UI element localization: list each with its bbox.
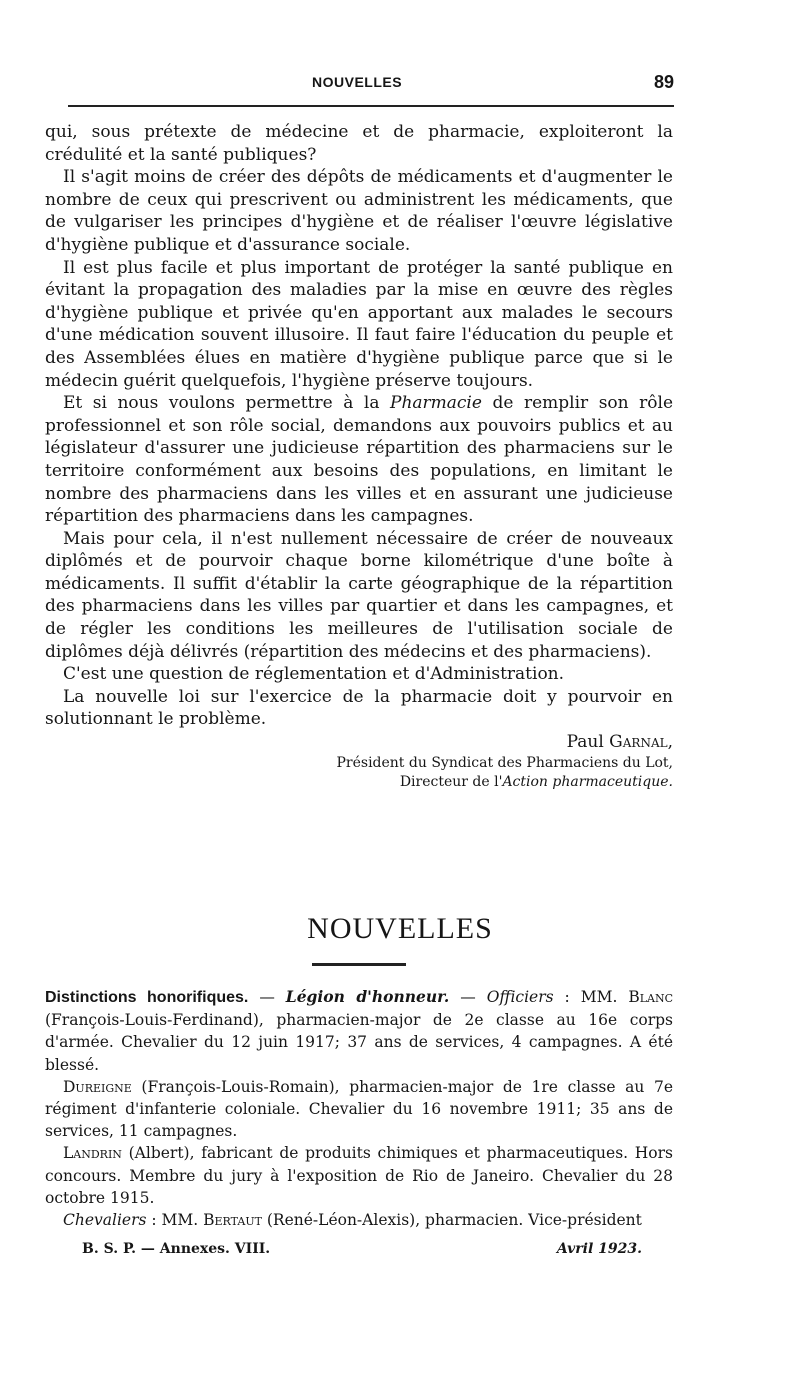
news-item <box>45 1076 673 1143</box>
person-name: Dureigne <box>63 1077 132 1096</box>
page-number: 89 <box>653 72 674 92</box>
section-title: NOUVELLES <box>307 912 493 945</box>
paragraph: C'est une question de réglementation et d'Administration. <box>63 664 565 685</box>
person-name: Landrin <box>63 1144 122 1163</box>
signature-first-name: Paul <box>566 732 604 753</box>
paragraph-text: de remplir son rôle professionnel et son rôle social, demandons aux pouvoirs publics et au législateur d'assurer une judicieuse répartition des pharmaciens sur le territoire conformément aux besoins des populations, en limitant le nombre des pharmaciens dans les villes et en assurant une judicieuse répartition des pharmaciens dans les campagnes. <box>45 393 674 527</box>
running-title: NOUVELLES <box>312 74 403 90</box>
paragraph-text: Et si nous voulons permettre à la <box>63 393 390 414</box>
news-text: (François-Louis-Romain), pharmacien-major de 1re classe au 7e régiment d'infanterie coloniale. Chevalier du 16 novembre 1911; 35 ans de services, 11 campagnes. <box>45 1077 673 1141</box>
footer-date: Avril 1923. <box>556 1241 642 1257</box>
signature-name <box>45 731 673 754</box>
paragraph: Mais pour cela, il n'est nullement nécessaire de créer de nouveaux diplômés et de pourvoir chaque borne kilométrique d'une boîte à médicaments. Il suffit d'établir la carte géographique de la répartition des pharmaciens dans les villes par quartier et dans les campagnes, et de régler les conditions les meilleures de l'utilisation sociale de diplômes déjà délivrés (répartition des médecins et des pharmaciens). <box>45 528 673 662</box>
news-item <box>45 986 673 1076</box>
signature-affiliation <box>45 773 673 792</box>
honorific: : MM. <box>553 988 629 1006</box>
news-item <box>45 1142 673 1209</box>
news-item <box>45 1209 673 1231</box>
paragraph: Il s'agit moins de créer des dépôts de médicaments et d'augmenter le nombre de ceux qui prescrivent ou administrent les médicaments, que de vulgariser les principes d'hygiène et de réaliser l'œuvre législative d'hygiène publique et d'assurance sociale. <box>45 167 673 255</box>
rank-label: Officiers <box>486 988 554 1006</box>
signature-comma: , <box>667 732 673 753</box>
signature-title: Président du Syndicat des Pharmaciens du Lot, <box>336 754 673 771</box>
paragraph: Il est plus facile et plus important de protéger la santé publique en évitant la propagation des maladies par la mise en œuvre des règles d'hygiène publique et privée qu'en apportant aux malades le secours d'une médication souvent illusoire. Il faut faire l'éducation du peuple et des Assemblées élues en matière d'hygiène publique parce que si le médecin guérit quelquefois, l'hygiène préserve toujours. <box>45 257 673 391</box>
dash: — <box>248 988 286 1006</box>
person-name: Bertaut <box>203 1211 262 1230</box>
emphasis: Pharmacie <box>390 393 482 414</box>
header-rule <box>68 105 674 107</box>
page-header <box>62 72 674 94</box>
signature-last-name: Garnal <box>609 732 668 753</box>
article-body <box>45 121 673 792</box>
dash: — <box>449 988 487 1006</box>
section-title-rule <box>312 963 406 966</box>
news-text: (René-Léon-Alexis), pharmacien. Vice-président <box>261 1211 642 1230</box>
news-subheading: Légion d'honneur. <box>285 987 450 1006</box>
news-heading: Distinctions honorifiques. <box>45 989 249 1006</box>
honorific: : MM. <box>146 1211 204 1230</box>
paragraph <box>45 392 673 528</box>
person-name: Blanc <box>628 988 674 1006</box>
paragraph: qui, sous prétexte de médecine et de pharmacie, exploiteront la crédulité et la santé publiques? <box>45 122 673 165</box>
footer-citation: B. S. P. — Annexes. VIII. <box>82 1241 271 1257</box>
affiliation-journal: Action pharmaceutique. <box>502 773 673 790</box>
news-text: (François-Louis-Ferdinand), pharmacien-major de 2e classe au 16e corps d'armée. Chevalier du 12 juin 1917; 37 ans de services, 4 campagnes. A été blessé. <box>45 1011 673 1074</box>
news-body <box>45 986 673 1231</box>
news-text: (Albert), fabricant de produits chimiques et pharmaceutiques. Hors concours. Membre du jury à l'exposition de Rio de Janeiro. Chevalier du 28 octobre 1915. <box>45 1144 673 1207</box>
affiliation-prefix: Directeur de l' <box>399 773 503 790</box>
rank-label: Chevaliers <box>63 1211 147 1230</box>
paragraph: La nouvelle loi sur l'exercice de la pharmacie doit y pourvoir en solutionnant le problème. <box>45 686 673 730</box>
